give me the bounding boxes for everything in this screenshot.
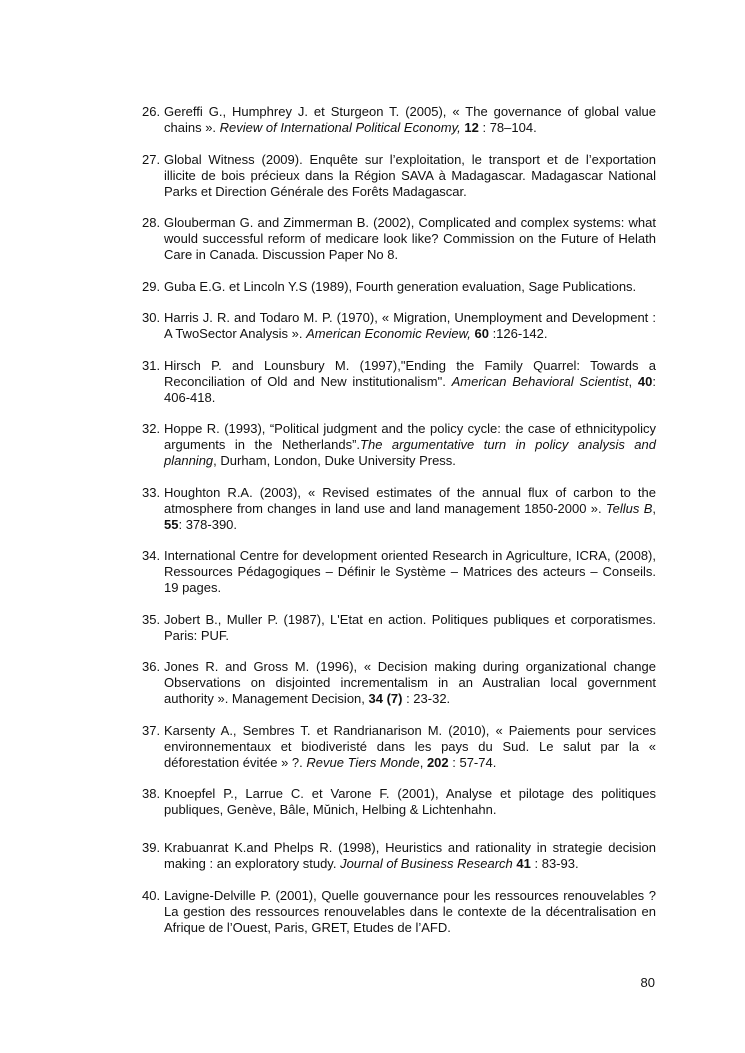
reference-text [164,786,656,818]
reference-text-segment: , Durham, London, Duke University Press. [213,453,456,468]
reference-text-segment: : 406-418. [164,373,656,405]
reference-item [142,215,656,263]
reference-item [142,659,656,707]
reference-item [142,723,656,771]
reference-italic-text: Review of International Political Economy, [219,120,461,135]
reference-italic-text: American Behavioral Scientist [451,373,629,389]
reference-text [164,485,656,533]
reference-item [142,104,656,136]
reference-number: 29. [142,278,161,294]
reference-number: 37. [142,722,161,738]
reference-bold-text: 40 [637,373,653,389]
reference-italic-text: The argumentative turn in policy analysis and planning [164,437,656,468]
reference-text-segment: , [652,500,656,516]
reference-text-segment: International Centre for development oriented Research in Agriculture, ICRA, (2008), Ressources Pédagogiques – Définir le Système – Matrices des acteurs – Conseils. 19 pages. [164,548,656,595]
reference-item [142,421,656,469]
reference-number: 30. [142,310,161,325]
reference-text-segment: Hoppe R. (1993), “Political judgment and the policy cycle: the case of ethnicitypolicy arguments in the Netherlands”. [164,421,656,452]
reference-text-segment: : 378-390. [178,516,238,532]
reference-text-segment: Jobert B., Muller P. (1987), L'Etat en action. Politiques publiques et corporatismes. Paris: PUF. [164,611,656,643]
reference-bold-text: 55 [164,516,179,532]
reference-number: 40. [142,887,161,903]
reference-text-segment: Karsenty A., Sembres T. et Randrianarison M. (2010), « Paiements pour services environnementaux et biodiveristé dans les pays du Sud. Le salut par la « déforestation évitée » ?. [164,722,656,770]
reference-number: 35. [142,611,161,627]
reference-italic-text: Revue Tiers Monde [306,754,420,770]
reference-item [142,358,656,406]
reference-text-segment: , [628,373,638,389]
reference-number: 33. [142,484,161,500]
reference-item [142,310,656,342]
reference-number: 38. [142,786,161,801]
reference-number: 32. [142,421,161,436]
reference-text [164,152,656,200]
reference-item [142,888,656,936]
reference-italic-text: Tellus B [605,500,653,516]
reference-number: 34. [142,548,161,563]
reference-text [164,310,656,342]
reference-text-segment: Gereffi G., Humphrey J. et Sturgeon T. (2005), « The governance of global value chains ». [164,104,656,135]
reference-text-segment: : 57-74. [448,754,497,770]
reference-text [164,215,656,263]
reference-number: 36. [142,659,161,674]
reference-text-segment: : 83-93. [530,856,579,871]
reference-text [164,421,656,469]
reference-list [142,104,656,951]
reference-item [142,152,656,200]
reference-text-segment: : 23-32. [402,691,451,706]
reference-item [142,786,656,818]
reference-item [142,485,656,533]
reference-text [164,104,656,136]
reference-bold-text: 41 [516,856,531,871]
reference-item [142,612,656,644]
reference-bold-text: 202 [426,754,449,770]
reference-number: 27. [142,151,161,167]
reference-text [164,279,656,295]
reference-bold-text: 12 [464,120,479,135]
reference-bold-text: 60 [474,326,489,341]
reference-text-segment: :126-142. [488,326,548,341]
reference-text-segment: Harris J. R. and Todaro M. P. (1970), « Migration, Unemployment and Development : A TwoSector Analysis ». [164,310,656,341]
reference-text [164,840,656,872]
reference-text-segment: Global Witness (2009). Enquête sur l’exploitation, le transport et de l’exportation illicite de bois précieux dans la Région SAVA à Madagascar. Madagascar National Parks et Direction Générale des Forêts Madagascar. [164,151,656,199]
page-number: 80 [640,975,655,990]
reference-item [142,548,656,596]
reference-bold-text: 34 (7) [368,691,403,706]
reference-italic-text: Journal of Business Research [340,856,513,871]
reference-text [164,548,656,596]
reference-text-segment: Krabuanrat K.and Phelps R. (1998), Heuristics and rationality in strategie decision making : an exploratory study. [164,840,656,871]
reference-text-segment: Jones R. and Gross M. (1996), « Decision making during organizational change Observations on disjointed incrementalism in an Australian local government authority ». Management Decision, [164,659,656,706]
reference-text-segment: Guba E.G. et Lincoln Y.S (1989), Fourth generation evaluation, Sage Publications. [164,278,637,294]
reference-text-segment: Knoepfel P., Larrue C. et Varone F. (2001), Analyse et pilotage des politiques publiques, Genève, Bâle, Mŭnich, Helbing & Lichtenhahn. [164,786,656,817]
reference-number: 26. [142,104,161,119]
reference-number: 28. [142,215,161,230]
reference-text [164,612,656,644]
reference-text-segment: Hirsch P. and Lounsbury M. (1997),"Ending the Family Quarrel: Towards a Reconciliation of Old and New institutionalism". [164,357,656,389]
reference-text-segment: : 78–104. [478,120,537,135]
reference-text [164,723,656,771]
reference-number: 39. [142,840,161,855]
reference-italic-text: American Economic Review, [306,326,471,341]
reference-text [164,888,656,936]
reference-text-segment: Glouberman G. and Zimmerman B. (2002), Complicated and complex systems: what would successful reform of medicare look like? Commission on the Future of Helath Care in Canada. Discussion Paper No 8. [164,215,656,262]
reference-item [142,279,656,295]
reference-text-segment: Houghton R.A. (2003), « Revised estimates of the annual flux of carbon to the atmosphere from changes in land use and land management 1850-2000 ». [164,484,656,516]
reference-text [164,659,656,707]
reference-text-segment: Lavigne-Delville P. (2001), Quelle gouvernance pour les ressources renouvelables ? La gestion des ressources renouvelables dans le contexte de la décentralisation en Afrique de l’Ouest, Paris, GRET, Etudes de l’AFD. [164,887,656,935]
reference-text-segment: , [419,754,427,770]
reference-item [142,840,656,872]
reference-text [164,358,656,406]
reference-number: 31. [142,357,161,373]
